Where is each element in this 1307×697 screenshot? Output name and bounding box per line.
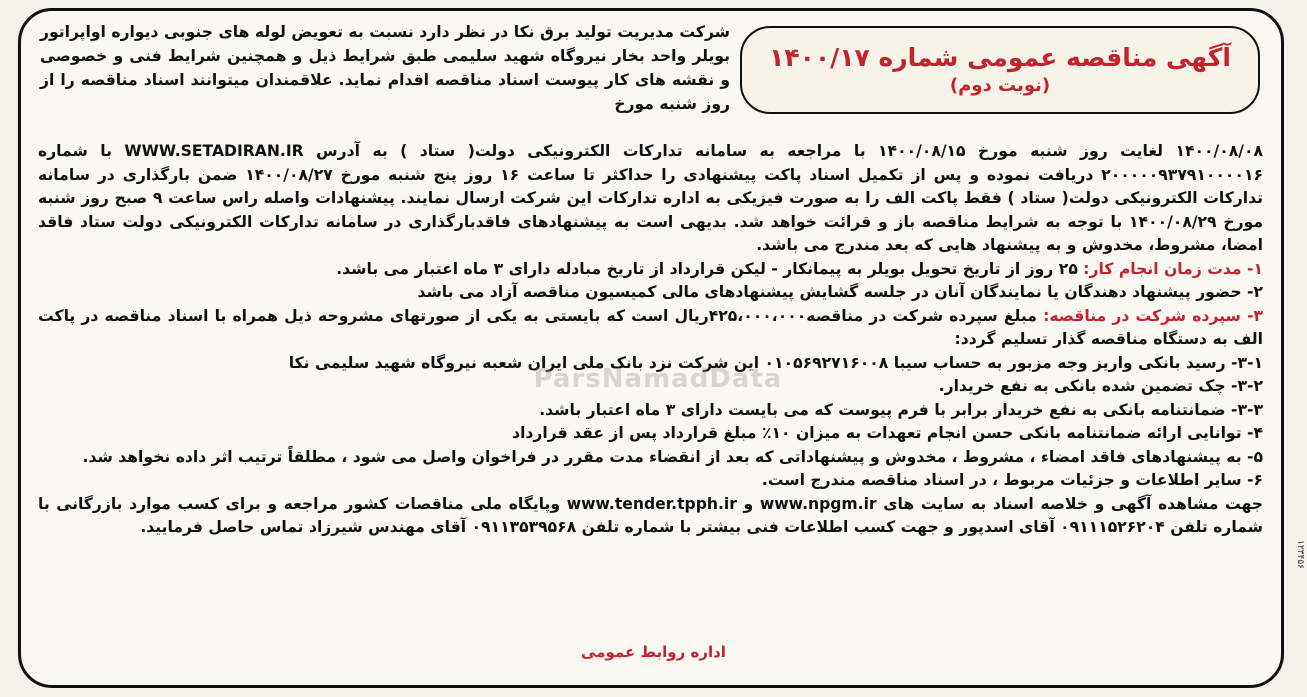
footer-info: جهت مشاهده آگهی و خلاصه اسناد به سایت های www.npgm.ir و www.tender.tpph.ir وپایگاه ملی مناقصات کشور مراجعه و برای کسب موارد بازرگانی با شماره تلفن ۰۹۱۱۱۵۲۶۲۰۴ آقای اسدپور و جهت کسب اطلاعات فنی بیشتر با شماره تلفن ۰۹۱۱۳۵۳۹۵۶۸ آقای مهندس شیرزاد تماس حاصل فرمایید.	[38, 494, 1263, 536]
item-3-2: ۳-۲- چک تضمین شده بانکی به نفع خریدار.	[938, 377, 1263, 395]
item-1-text: ۲۵ روز از تاریخ تحویل بویلر به پیمانکار - لیکن قرارداد از تاریخ مبادله دارای ۳ ماه اعتبار می باشد.	[336, 259, 1078, 278]
item-3-label: ۳- سپرده شرکت در مناقصه:	[1043, 306, 1263, 325]
item-3-text: مبلغ سپرده شرکت در مناقصه۴۲۵،۰۰۰،۰۰۰ریال است که بایستی به یکی از صورتهای مشروحه ذیل همراه با اسناد مناقصه در پاکت الف به دستگاه مناقصه گذار تسلیم گردد:	[38, 306, 1263, 348]
intro-text	[40, 20, 730, 116]
item-1-label: ۱- مدت زمان انجام کار:	[1083, 259, 1263, 278]
item-4: ۴- توانایی ارائه ضمانتنامه بانکی حسن انجام تعهدات به میزان ۱۰٪ مبلغ قرارداد پس از عقد قرارداد	[512, 424, 1263, 442]
item-2: ۲- حضور پیشنهاد دهندگان یا نمایندگان آنان در جلسه گشایش پیشنهادهای مالی کمیسیون مناقصه آزاد می باشد	[417, 283, 1263, 301]
watermark: ParsNamadData	[533, 364, 783, 394]
notice-body	[38, 140, 1263, 540]
item-5: ۵- به پیشنهادهای فاقد امضاء ، مشروط ، مخدوش و پیشنهاداتی که بعد از انقضاء مدت مقرر در فراخوان واصل می شود ، مطلقاً ترتیب اثر داده نخواهد شد.	[82, 447, 1263, 466]
item-3-1: ۳-۱- رسید بانکی واریز وجه مزبور به حساب سیبا ۰۱۰۵۶۹۲۷۱۶۰۰۸ این شرکت نزد بانک ملی ایران شعبه نیروگاه شهید سلیمی نکا	[288, 353, 1263, 372]
item-1	[38, 258, 1263, 282]
notice-title: آگهی مناقصه عمومی شماره ۱۴۰۰/۱۷	[769, 43, 1231, 72]
item-3-3: ۳-۳- ضمانتنامه بانکی به نفع خریدار برابر با فرم پیوست که می بایست دارای ۳ ماه اعتبار باشد.	[539, 400, 1263, 419]
notice-subtitle: (نوبت دوم)	[949, 75, 1051, 96]
item-3	[38, 305, 1263, 352]
item-6: ۶- سایر اطلاعات و جزئیات مربوط ، در اسناد مناقصه مندرج است.	[761, 471, 1263, 489]
signature: اداره روابط عمومی	[581, 643, 726, 661]
body-paragraph: ۱۴۰۰/۰۸/۰۸ لغایت روز شنبه مورخ ۱۴۰۰/۰۸/۱۵ با مراجعه به سامانه تدارکات الکترونیکی دولت( ستاد ) به آدرس WWW.SETADIRAN.IR با شماره ۲۰۰۰۰۰۹۳۷۹۱۰۰۰۰۱۶ دریافت نموده و پس از تکمیل اسناد پاکت پیشنهادی را حداکثر تا ساعت ۱۶ روز پنج شنبه مورخ ۱۴۰۰/۰۸/۲۷ ضمن بارگذاری در سامانه تدارکات الکترونیکی دولت( ستاد ) فقط پاکت الف را به صورت فیزیکی به اداره تدارکات این شرکت ارسال نمایند. پیشنهادات واصله راس ساعت ۹ صبح روز شنبه مورخ ۱۴۰۰/۰۸/۲۹ با توجه به شرایط مناقصه باز و قرائت خواهد شد. بدیهی است به پیشنهادهای فاقدبارگذاری در سامانه تدارکات الکترونیکی دولت ستاد فاقد امضا، مشروط، مخدوش و به پیشنهاد هایی که بعد مندرج می باشد.	[38, 142, 1264, 254]
intro-paragraph: شرکت مدیریت تولید برق نکا در نظر دارد نسبت به تعویض لوله های جنوبی دیواره اواپراتور بویلر واحد بخار نیروگاه شهید سلیمی طبق شرایط ذیل و همچنین شرایط فنی و خصوصی و نقشه های کار پیوست اسناد مناقصه اقدام نماید. علاقمندان میتوانند اسناد مناقصه را از روز شنبه مورخ	[40, 23, 730, 113]
side-code: ۱۲۳۴۵۶	[1295, 540, 1305, 570]
title-box	[740, 26, 1260, 114]
